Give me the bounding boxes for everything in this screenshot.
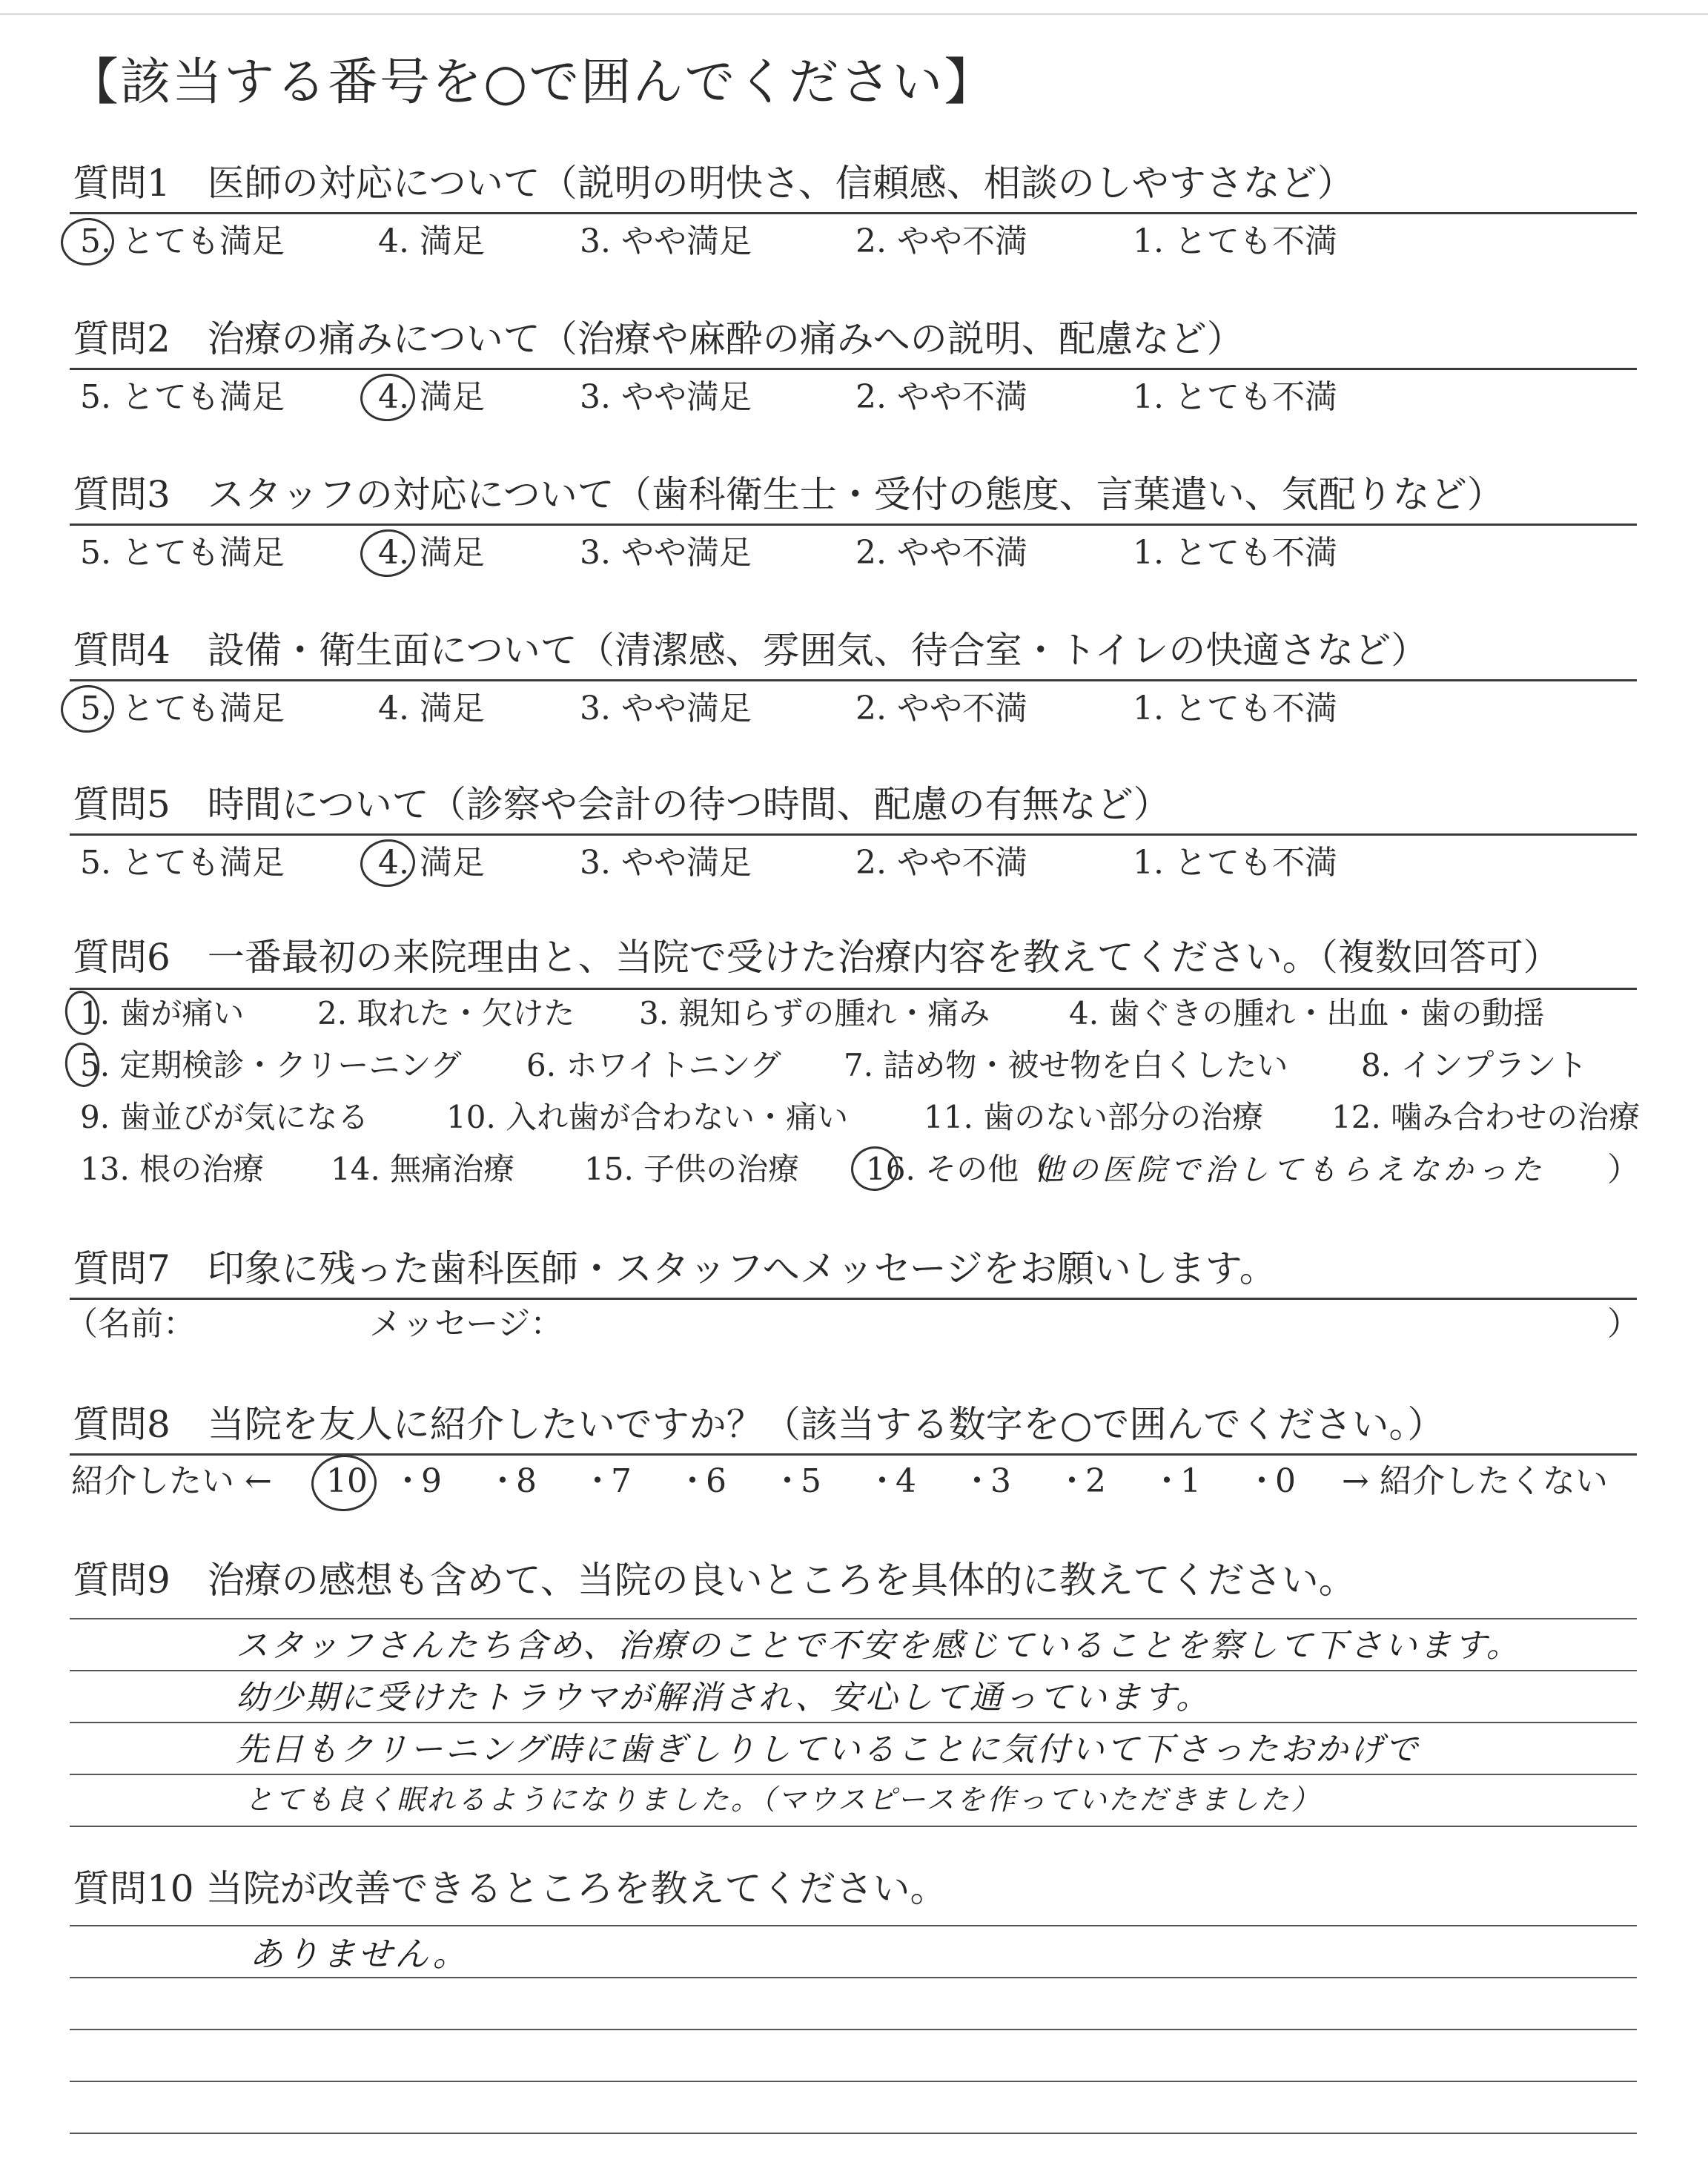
q2-option-1[interactable]: 4. 満足 <box>378 378 485 416</box>
q4-option-3[interactable]: 2. やや不満 <box>855 690 1027 727</box>
q8-scale-1[interactable]: 1 <box>1180 1462 1201 1500</box>
q1-option-1[interactable]: 4. 満足 <box>378 222 485 260</box>
q8-scale-8[interactable]: 8 <box>516 1462 537 1500</box>
q10-answer-line-0[interactable]: ありません。 <box>249 1934 469 1974</box>
q6-option-3-2[interactable]: 15. 子供の治療 <box>584 1151 800 1187</box>
q5-option-1[interactable]: 4. 満足 <box>378 844 485 882</box>
q8-scale-dot-5: ・ <box>866 1462 898 1500</box>
q9-answer-line-1[interactable]: 幼少期に受けたトラウマが解消され、安心して通っています。 <box>236 1679 1211 1717</box>
q6-option-0-1[interactable]: 2. 取れた・欠けた <box>317 995 575 1031</box>
q3-option-4[interactable]: 1. とても不満 <box>1133 534 1337 572</box>
q6-option-1-2[interactable]: 7. 詰め物・被せ物を白くしたい <box>844 1047 1288 1083</box>
q10-line-3 <box>70 2081 1637 2082</box>
q8-left-label: 紹介したい ← <box>71 1462 272 1500</box>
q9-line-3 <box>70 1774 1637 1775</box>
q4-option-0[interactable]: 5. とても満足 <box>80 690 285 727</box>
q8-scale-10[interactable]: 10 <box>326 1462 368 1500</box>
q6-option-3-3[interactable]: 16. その他（ <box>866 1151 1050 1187</box>
q1-option-3[interactable]: 2. やや不満 <box>855 222 1027 260</box>
q9-answer-line-3[interactable]: とても良く眠れるようになりました。（マウスピースを作っていただきました） <box>245 1783 1322 1816</box>
q8-scale-dot-3: ・ <box>676 1462 709 1500</box>
q9-line-0 <box>70 1618 1637 1619</box>
q9-title: 質問9 治療の感想も含めて、当院の良いところを具体的に教えてください。 <box>73 1559 1356 1602</box>
q8-scale-dot-8: ・ <box>1151 1462 1183 1500</box>
q8-scale-2[interactable]: 2 <box>1085 1462 1106 1500</box>
q8-right-label: → 紹介したくない <box>1342 1462 1608 1500</box>
q9-line-2 <box>70 1722 1637 1723</box>
q8-scale-0[interactable]: 0 <box>1275 1462 1296 1500</box>
q6-option-0-0[interactable]: 1. 歯が痛い <box>80 995 245 1031</box>
q6-other-close: ） <box>1607 1151 1640 1189</box>
q8-scale-7[interactable]: 7 <box>611 1462 632 1500</box>
q1-option-2[interactable]: 3. やや満足 <box>580 222 752 260</box>
q9-answer-line-0[interactable]: スタッフさんたち含め、治療のことで不安を感じていることを察して下さいます。 <box>236 1627 1521 1665</box>
q6-option-1-1[interactable]: 6. ホワイトニング <box>526 1047 781 1083</box>
top-border <box>0 13 1708 15</box>
q1-option-4[interactable]: 1. とても不満 <box>1133 222 1337 260</box>
q8-scale-6[interactable]: 6 <box>706 1462 726 1500</box>
q6-option-1-3[interactable]: 8. インプラント <box>1361 1047 1588 1083</box>
q6-option-0-3[interactable]: 4. 歯ぐきの腫れ・出血・歯の動揺 <box>1069 995 1545 1031</box>
q6-other-answer[interactable]: 他の医院で治してもらえなかった <box>1034 1153 1546 1187</box>
q10-line-1 <box>70 1977 1637 1978</box>
q6-option-3-1[interactable]: 14. 無痛治療 <box>331 1151 515 1187</box>
q1-option-0[interactable]: 5. とても満足 <box>80 222 285 260</box>
q5-option-4[interactable]: 1. とても不満 <box>1133 844 1337 882</box>
survey-instructions: 【該当する番号を○で囲んでください】 <box>68 53 996 112</box>
q2-title: 質問2 治療の痛みについて（治療や麻酔の痛みへの説明、配慮など） <box>73 317 1244 360</box>
q8-title: 質問8 当院を友人に紹介したいですか？（該当する数字を○で囲んでください。） <box>73 1403 1445 1446</box>
q6-option-2-0[interactable]: 9. 歯並びが気になる <box>80 1099 369 1135</box>
q6-option-0-2[interactable]: 3. 親知らずの腫れ・痛み <box>639 995 990 1031</box>
q5-rule <box>70 833 1637 836</box>
q7-rule <box>70 1298 1637 1300</box>
q10-line-4 <box>70 2133 1637 2134</box>
q1-rule <box>70 212 1637 214</box>
q8-scale-3[interactable]: 3 <box>990 1462 1011 1500</box>
q2-rule <box>70 368 1637 370</box>
q8-scale-dot-9: ・ <box>1245 1462 1278 1500</box>
q8-scale-dot-4: ・ <box>771 1462 804 1500</box>
q4-option-2[interactable]: 3. やや満足 <box>580 690 752 727</box>
q8-scale-dot-0: ・ <box>391 1462 424 1500</box>
q5-option-2[interactable]: 3. やや満足 <box>580 844 752 882</box>
q9-answer-line-2[interactable]: 先日もクリーニング時に歯ぎしりしていることに気付いて下さったおかげで <box>236 1731 1420 1768</box>
q7-close: ） <box>1607 1305 1640 1343</box>
q8-scale-dot-7: ・ <box>1056 1462 1088 1500</box>
q5-title: 質問5 時間について（診察や会計の待つ時間、配慮の有無など） <box>73 783 1171 826</box>
q3-option-0[interactable]: 5. とても満足 <box>80 534 285 572</box>
q6-option-1-0[interactable]: 5. 定期検診・クリーニング <box>80 1047 462 1083</box>
q8-scale-dot-6: ・ <box>961 1462 993 1500</box>
q1-title: 質問1 医師の対応について（説明の明快さ、信頼感、相談のしやすさなど） <box>73 162 1354 205</box>
q7-title: 質問7 印象に残った歯科医師・スタッフへメッセージをお願いします。 <box>73 1247 1277 1290</box>
q6-title: 質問6 一番最初の来院理由と、当院で受けた治療内容を教えてください。（複数回答可） <box>73 936 1560 979</box>
q5-option-3[interactable]: 2. やや不満 <box>855 844 1027 882</box>
q10-line-0 <box>70 1925 1637 1926</box>
q3-rule <box>70 524 1637 526</box>
q8-scale-9[interactable]: 9 <box>421 1462 442 1500</box>
q9-line-4 <box>70 1826 1637 1827</box>
q4-rule <box>70 679 1637 681</box>
q10-title: 質問10 当院が改善できるところを教えてください。 <box>73 1867 947 1910</box>
q3-option-3[interactable]: 2. やや不満 <box>855 534 1027 572</box>
q4-option-4[interactable]: 1. とても不満 <box>1133 690 1337 727</box>
q2-option-0[interactable]: 5. とても満足 <box>80 378 285 416</box>
q6-rule <box>70 988 1637 990</box>
q7-name-label: （名前： <box>65 1305 196 1343</box>
q3-option-2[interactable]: 3. やや満足 <box>580 534 752 572</box>
q7-message-label: メッセージ： <box>369 1305 563 1343</box>
q4-option-1[interactable]: 4. 満足 <box>378 690 485 727</box>
q2-option-3[interactable]: 2. やや不満 <box>855 378 1027 416</box>
q6-option-3-0[interactable]: 13. 根の治療 <box>80 1151 265 1187</box>
q2-option-2[interactable]: 3. やや満足 <box>580 378 752 416</box>
q9-line-1 <box>70 1670 1637 1671</box>
q3-title: 質問3 スタッフの対応について（歯科衛生士・受付の態度、言葉遣い、気配りなど） <box>73 473 1504 516</box>
q4-title: 質問4 設備・衛生面について（清潔感、雰囲気、待合室・トイレの快適さなど） <box>73 629 1429 672</box>
q10-line-2 <box>70 2029 1637 2030</box>
q5-option-0[interactable]: 5. とても満足 <box>80 844 285 882</box>
q3-option-1[interactable]: 4. 満足 <box>378 534 485 572</box>
q8-scale-5[interactable]: 5 <box>801 1462 821 1500</box>
q6-option-2-2[interactable]: 11. 歯のない部分の治療 <box>924 1099 1264 1135</box>
q8-rule <box>70 1453 1637 1456</box>
q8-scale-dot-2: ・ <box>581 1462 614 1500</box>
q8-scale-4[interactable]: 4 <box>896 1462 916 1500</box>
q6-option-2-1[interactable]: 10. 入れ歯が合わない・痛い <box>446 1099 849 1135</box>
q2-option-4[interactable]: 1. とても不満 <box>1133 378 1337 416</box>
q8-scale-dot-1: ・ <box>486 1462 519 1500</box>
q6-option-2-3[interactable]: 12. 噛み合わせの治療 <box>1331 1099 1641 1135</box>
